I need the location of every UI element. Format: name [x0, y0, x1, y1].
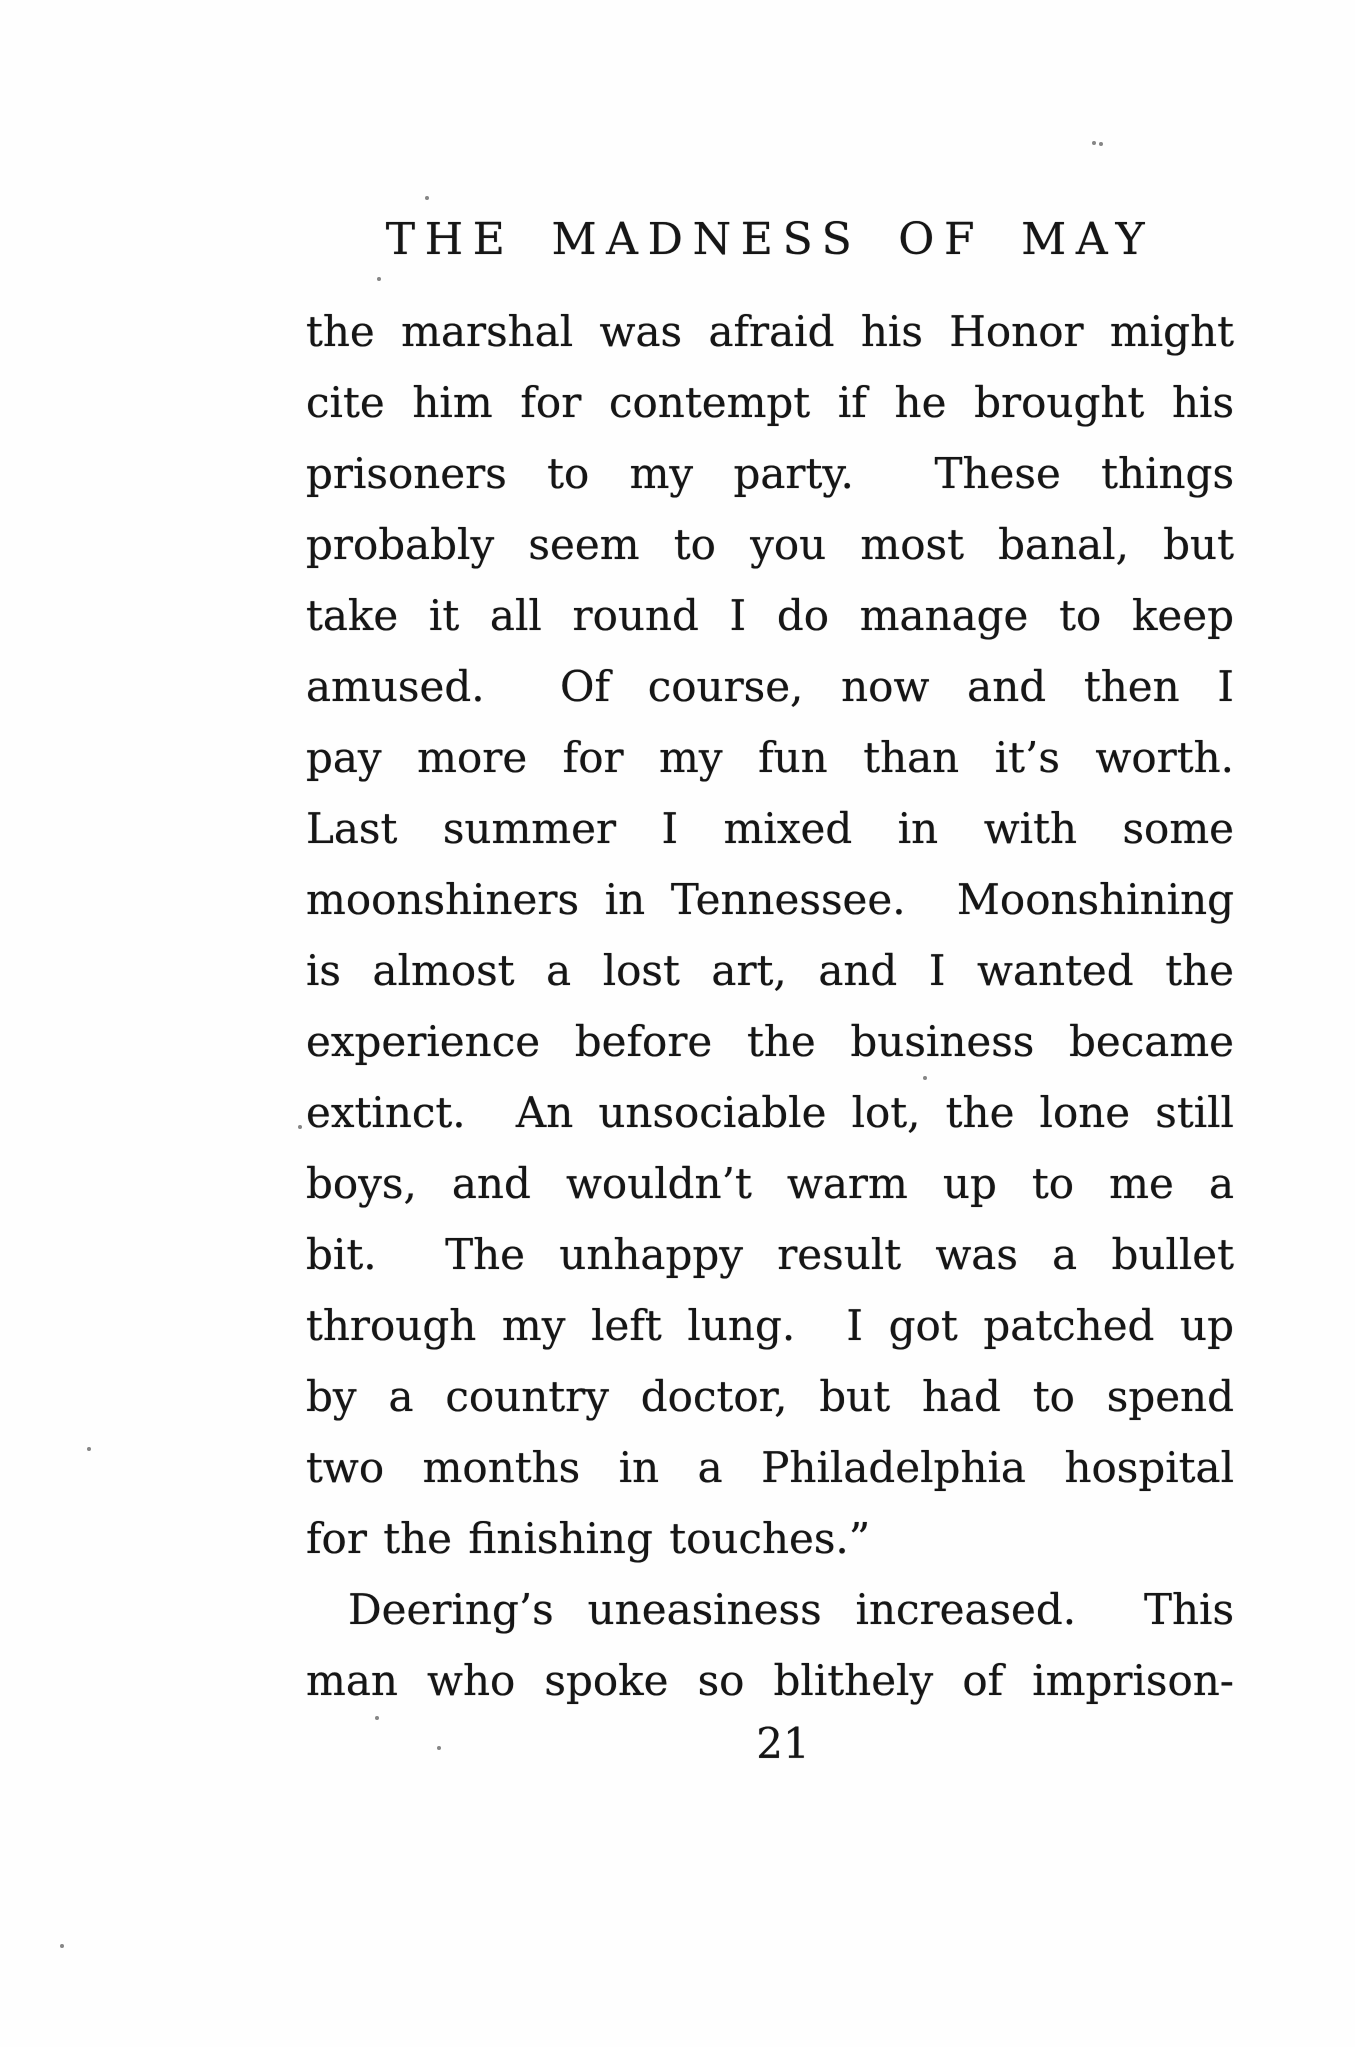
body-line: through my left lung. I got patched up [306, 1301, 1234, 1350]
body-line-paragraph-end: for the finishing touches.” [306, 1514, 871, 1563]
body-line: probably seem to you most banal, but [306, 520, 1234, 569]
body-line: moonshiners in Tennessee. Moonshining [306, 875, 1234, 924]
body-line: extinct. An unsociable lot, the lone still [306, 1088, 1234, 1137]
running-head: THE MADNESS OF MAY [385, 214, 1155, 265]
body-line: two months in a Philadelphia hospital [306, 1443, 1234, 1492]
page-number: 21 [756, 1719, 810, 1768]
body-line: Last summer I mixed in with some [306, 804, 1234, 853]
scan-speck [60, 1944, 64, 1948]
scan-speck [1092, 141, 1096, 145]
body-line: boys, and wouldn’t warm up to me a [306, 1159, 1234, 1208]
scan-speck [425, 196, 429, 200]
body-line: is almost a lost art, and I wanted the [306, 946, 1234, 995]
body-line: by a country doctor, but had to spend [306, 1372, 1234, 1421]
body-line: amused. Of course, now and then I [306, 662, 1234, 711]
body-line: the marshal was afraid his Honor might [306, 307, 1234, 356]
body-text [306, 296, 1234, 1716]
scan-speck [375, 1716, 379, 1720]
body-line: man who spoke so blithely of imprison- [306, 1656, 1234, 1705]
scan-speck [87, 1447, 91, 1451]
body-line: prisoners to my party. These things [306, 449, 1234, 498]
scan-speck [377, 277, 381, 281]
body-line: experience before the business became [306, 1017, 1234, 1066]
scan-speck [298, 1125, 302, 1129]
scan-speck [1099, 142, 1103, 146]
body-line: cite him for contempt if he brought his [306, 378, 1234, 427]
body-line: bit. The unhappy result was a bullet [306, 1230, 1234, 1279]
body-line: pay more for my fun than it’s worth. [306, 733, 1234, 782]
body-line-paragraph-start: Deering’s uneasiness increased. This [348, 1585, 1234, 1634]
scan-speck [923, 1076, 927, 1080]
scan-speck [437, 1746, 441, 1750]
body-line: take it all round I do manage to keep [306, 591, 1234, 640]
